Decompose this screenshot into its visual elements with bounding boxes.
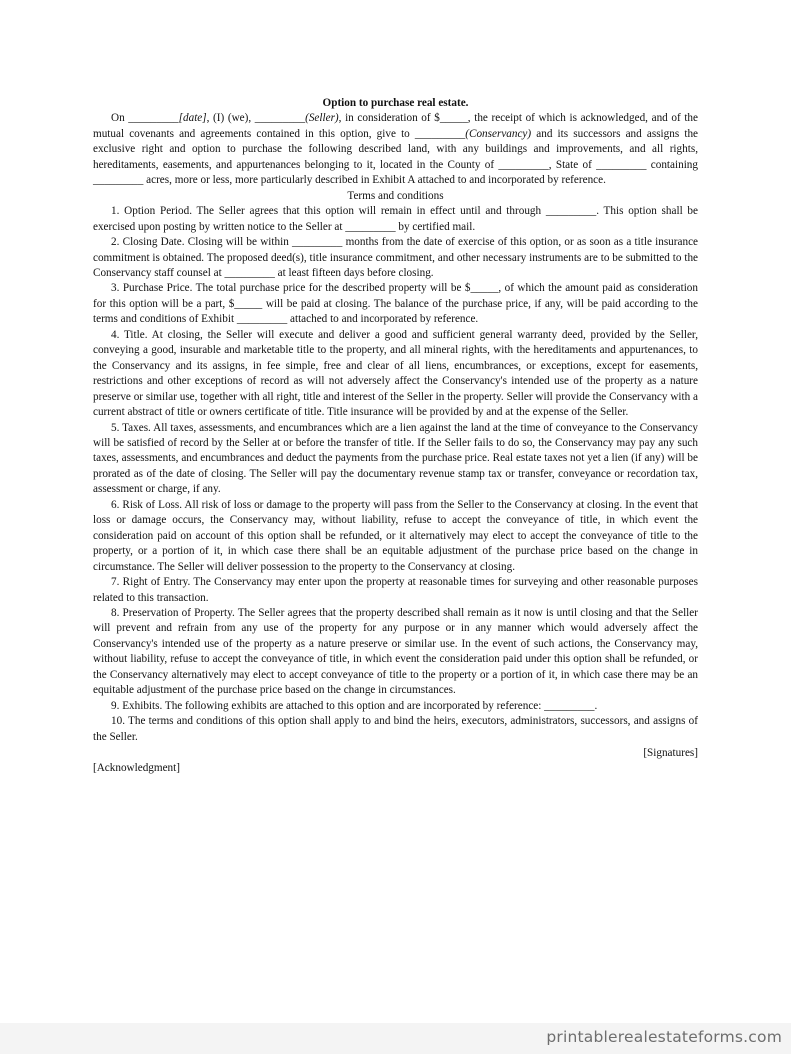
intro-text-1: On _________ [111, 112, 179, 125]
clause-taxes: 5. Taxes. All taxes, assessments, and encumbrances which are a lien against the land at the time of conveyance to the Conservancy will be satisfied of record by the Seller at or before the transfer of title. If the Seller fails to do so, the Conservancy may pay any such taxes, assessments, and encumbrances and deduct the payments from the purchase price. Real estate taxes not yet a lien (if any) will be prorated as of the date of closing. The Seller will pay the documentary revenue stamp tax or transfer, conveyance or recordation tax, assessment or charge, if any. [93, 421, 698, 496]
document-title: Option to purchase real estate. [322, 97, 469, 109]
clause-title: 4. Title. At closing, the Seller will execute and deliver a good and sufficient general warranty deed, provided by the Seller, conveying a good, insurable and marketable title to the property, and all mineral rights, with the hereditaments and appurtenances, to the Conservancy and its assigns, in fee simple, free and clear of all liens, encumbrances, or exceptions, except for easements, restrictions and other exceptions of record as will not adversely affect the Conservancy's intended use of the property as a nature preserve or similar use, together with all right, title and interest of the Seller in the property. Seller will provide the Conservancy with a current abstract of title or owners certificate of title. Title insurance will be provided by and at the expense of the Seller. [93, 328, 698, 419]
clause-option-period: 1. Option Period. The Seller agrees that this option will remain in effect until and through _________. This option shall be exercised upon posting by written notice to the Seller at _________ by certified mail. [93, 205, 698, 233]
site-watermark: printablerealestateforms.com [546, 1028, 782, 1046]
clause-closing-date: 2. Closing Date. Closing will be within _________ months from the date of exercise of this option, or as soon as a title insurance commitment is obtained. The proposed deed(s), title insurance commitment, and other necessary instruments are to be submitted to the Conservancy staff counsel at _________ at least fifteen days before closing. [93, 236, 698, 279]
intro-paragraph [93, 111, 698, 188]
seller-placeholder: (Seller) [305, 112, 339, 125]
clause-preservation: 8. Preservation of Property. The Seller agrees that the property described shall remain as it now is until closing and that the Seller will prevent and refrain from any use of the property for any purpose or in any manner which would adversely affect the Conservancy's intended use of the property as a nature preserve or similar use. In the event of such actions, the Conservancy may, without liability, refuse to accept the conveyance of title, in which event the consideration paid under this option shall be refunded, or the Conservancy alternatively may elect to accept conveyance of title to the property or a portion of it, in which case there may be an equitable adjustment of the purchase price based on the change in circumstances. [93, 606, 698, 697]
intro-text-4: and its successors and assigns the exclusive right and option to purchase the following described land, with any buildings and improvements, and all rights, hereditaments, easements, and appurtenances belonging to it, located in the County of _________, State of _________ containing _________ acres, more or less, more particularly described in Exhibit A attached to and incorporated by reference. [93, 127, 699, 187]
conservancy-placeholder: (Conservancy) [465, 127, 532, 140]
terms-heading: Terms and conditions [347, 189, 444, 202]
intro-text-3: , in consideration of $_____, the receipt of which is acknowledged, and of the mutual covenants and agreements contained in this option, give to _________ [93, 112, 698, 140]
clause-exhibits: 9. Exhibits. The following exhibits are attached to this option and are incorporated by reference: _________. [111, 699, 598, 712]
intro-text-2: , (I) (we), _________ [206, 112, 306, 125]
footer-bar [0, 1023, 791, 1054]
clause-binding-effect: 10. The terms and conditions of this option shall apply to and bind the heirs, executors, administrators, successors, and assigns of the Seller. [93, 715, 698, 743]
clause-risk-of-loss: 6. Risk of Loss. All risk of loss or damage to the property will pass from the Seller to the Conservancy at closing. In the event that loss or damage occurs, the Conservancy may, without liability, refuse to accept the conveyance of title, in which event the consideration paid on account of this option shall be refunded, or it alternatively may elect to accept the conveyance of title to the property, or a portion of it, in which case there shall be an equitable adjustment of the purchase price based on the change in circumstance. The Seller will deliver possession to the property to the Conservancy at closing. [93, 498, 698, 573]
acknowledgment-placeholder: [Acknowledgment] [93, 762, 180, 775]
clause-right-of-entry: 7. Right of Entry. The Conservancy may enter upon the property at reasonable times for surveying and other reasonable purposes related to this transaction. [93, 576, 698, 604]
signatures-placeholder: [Signatures] [643, 747, 698, 760]
document-body [93, 96, 698, 777]
date-placeholder: [date] [178, 112, 207, 125]
clause-purchase-price: 3. Purchase Price. The total purchase price for the described property will be $_____, of which the amount paid as consideration for this option will be a part, $_____ will be paid at closing. The balance of the purchase price, if any, will be paid according to the terms and conditions of Exhibit _________ attached to and incorporated by reference. [93, 282, 698, 326]
